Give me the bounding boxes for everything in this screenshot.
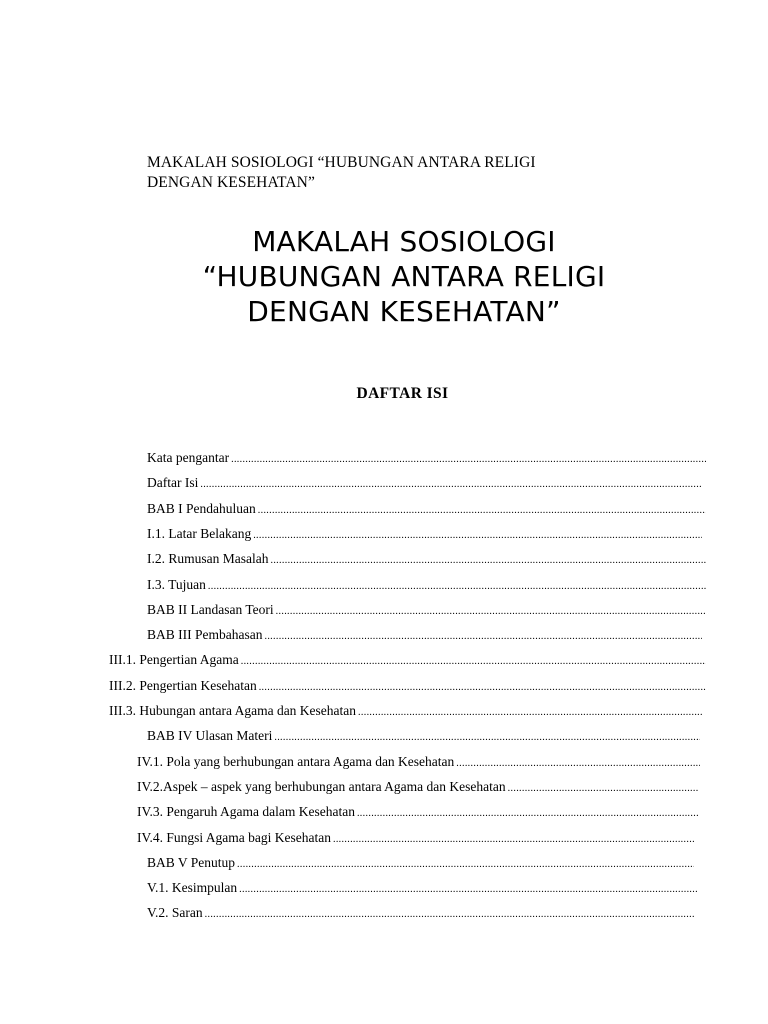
toc-dot-leader — [237, 855, 694, 875]
toc-entry-label: BAB V Penutup — [147, 854, 236, 870]
toc-entry — [109, 701, 702, 721]
toc-dot-leader — [357, 804, 698, 824]
toc-entry — [137, 777, 698, 797]
toc-entry — [147, 600, 706, 620]
running-title — [147, 153, 667, 193]
toc-heading: DAFTAR ISI — [356, 385, 449, 402]
toc-dot-leader — [264, 627, 702, 647]
toc-entry — [147, 549, 706, 569]
toc-dot-leader — [259, 678, 706, 698]
toc-entry-label: III.2. Pengertian Kesehatan — [109, 677, 257, 693]
toc-dot-leader — [274, 728, 700, 748]
toc-entry-label: I.2. Rumusan Masalah — [147, 551, 269, 567]
main-title-line-2: “HUBUNGAN ANTARA RELIGI — [202, 260, 606, 293]
toc-entry-label: IV.1. Pola yang berhubungan antara Agama dan Kesehatan — [137, 753, 455, 769]
running-title-line-1: MAKALAH SOSIOLOGI “HUBUNGAN ANTARA RELIGI — [147, 154, 536, 171]
toc-entry-label: V.1. Kesimpulan — [147, 880, 238, 896]
toc-dot-leader — [253, 526, 702, 546]
toc-entry-label: BAB III Pembahasan — [147, 627, 263, 643]
toc-dot-leader — [239, 880, 698, 900]
main-title-line-1: MAKALAH SOSIOLOGI — [252, 225, 556, 258]
toc-entry-label: BAB II Landasan Teori — [147, 601, 274, 617]
main-title — [0, 224, 768, 329]
main-title-line-3: DENGAN KESEHATAN” — [247, 295, 561, 328]
toc-entry-label: Daftar Isi — [147, 475, 199, 491]
toc-dot-leader — [358, 703, 702, 723]
toc-dot-leader — [200, 475, 702, 495]
toc-entry-label: BAB IV Ulasan Materi — [147, 728, 273, 744]
toc-entry-label: I.3. Tujuan — [147, 576, 206, 592]
toc-entry-label: IV.4. Fungsi Agama bagi Kesehatan — [137, 829, 331, 845]
toc-entry — [147, 726, 700, 746]
toc-dot-leader — [456, 754, 700, 774]
toc-dot-leader — [205, 905, 694, 925]
toc-entry — [137, 752, 700, 772]
toc-dot-leader — [333, 830, 694, 850]
toc-entry — [109, 676, 706, 696]
toc-entry — [147, 448, 706, 468]
toc-dot-leader — [270, 551, 706, 571]
toc-entry-label: III.3. Hubungan antara Agama dan Kesehatan — [109, 703, 357, 718]
toc-entry — [137, 828, 694, 848]
toc-entry — [147, 499, 706, 519]
toc-entry-label: IV.2.Aspek – aspek yang berhubungan antara Agama dan Kesehatan — [137, 778, 506, 794]
toc-entry-label: BAB I Pendahuluan — [147, 500, 256, 516]
toc-entry-label: Kata pengantar — [147, 450, 230, 465]
toc-dot-leader — [231, 450, 706, 470]
toc-entry — [147, 853, 694, 873]
toc-entry — [147, 625, 702, 645]
toc-dot-leader — [208, 577, 706, 597]
toc-dot-leader — [508, 779, 698, 799]
toc-entry — [109, 650, 706, 670]
toc-entry — [137, 802, 698, 822]
toc-dot-leader — [258, 501, 706, 521]
toc-entry-label: IV.3. Pengaruh Agama dalam Kesehatan — [137, 804, 355, 820]
toc-entry — [147, 575, 706, 595]
toc-entry-label: III.1. Pengertian Agama — [109, 652, 239, 668]
toc-dot-leader — [241, 652, 706, 672]
toc-entry-label: V.2. Saran — [147, 905, 203, 921]
running-title-line-2: DENGAN KESEHATAN” — [147, 174, 315, 191]
toc-entry — [147, 903, 694, 923]
toc-dot-leader — [276, 602, 706, 622]
toc-entry — [147, 524, 702, 544]
toc-entry-label: I.1. Latar Belakang — [147, 525, 252, 541]
toc-entry — [147, 878, 698, 898]
toc-entry — [147, 473, 702, 493]
